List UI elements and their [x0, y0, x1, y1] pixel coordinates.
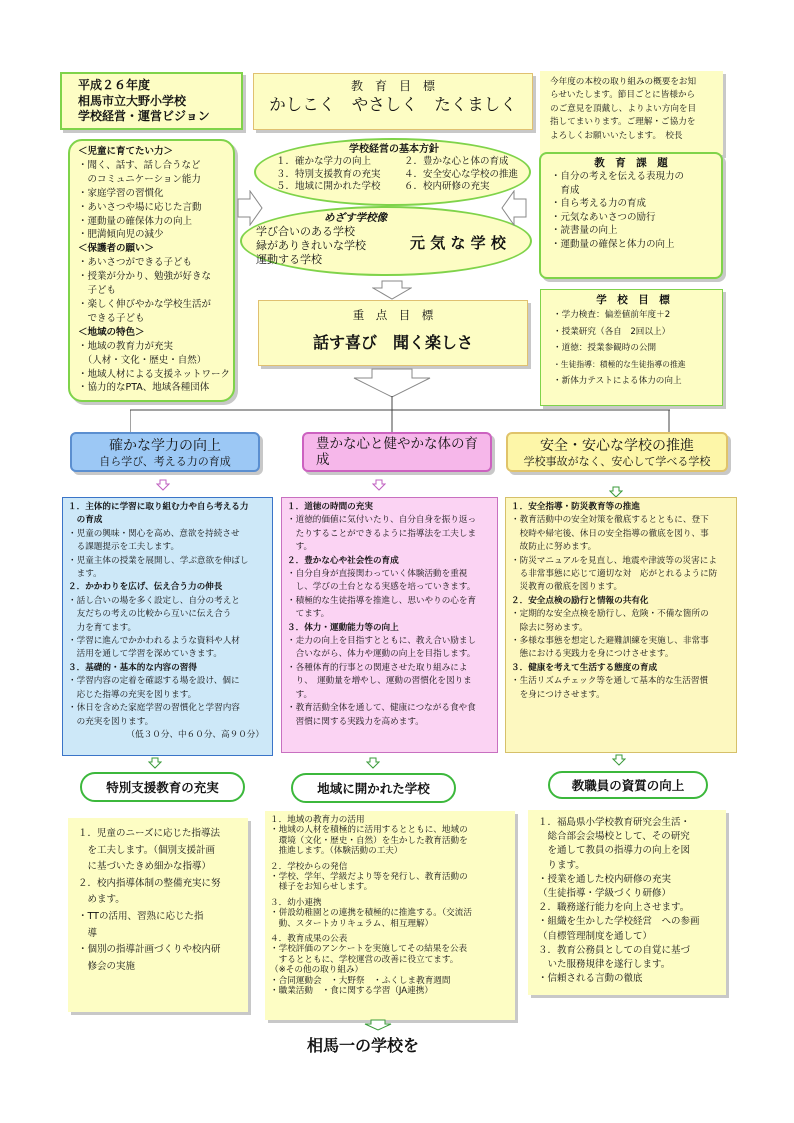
right-arrow-icon: [237, 190, 263, 226]
tag-label: 特別支援教育の充実: [106, 780, 219, 795]
vision-ellipse: [240, 206, 532, 276]
list-line: ・教育活動中の安全対策を徹底するとともに、登下: [511, 515, 709, 526]
vision-title: めざす学校像: [324, 212, 387, 224]
list-line: ・授業が分かり、勉強が好きな: [78, 271, 212, 283]
section-heading: ＜児童に育てたい力＞: [78, 146, 174, 157]
list-line: ・地域の人材を積極的に活用するとともに、地域の: [270, 825, 468, 836]
list-line: ・道徳的価値に気付いたり、自分自身を振り返っ: [287, 515, 477, 526]
section-heading: １．道徳の時間の充実: [287, 502, 373, 512]
down-arrow-icon: [612, 754, 626, 766]
section-heading: １．安全指導・防災教育等の推進: [511, 502, 640, 512]
title-line: 相馬市立大野小学校: [78, 93, 187, 108]
issue-line: ・自分の考えを伝える表現力の: [551, 171, 685, 182]
policy-title: 学校経営の基本方針: [349, 144, 439, 155]
list-line: に基づいたきめ細かな指導）: [78, 861, 212, 873]
list-line: ・地域の教育力が充実: [78, 340, 174, 352]
branch-connector: [130, 396, 670, 432]
school-goal-line: ・生徒指導：積極的な生徒指導の推進: [553, 359, 686, 369]
message-line: らせいたします。節目ごとに皆様から: [550, 90, 696, 101]
open-school-list: [270, 815, 515, 997]
left-arrow-icon: [501, 190, 527, 226]
policy-item: １．確かな学力の向上: [276, 156, 372, 167]
issues-title: 教 育 課 題: [594, 157, 668, 169]
list-line: ４．教育成果の公表: [270, 934, 348, 945]
list-line: ・各種体育的行事との関連させた取り組みによ: [287, 662, 468, 673]
list-line: の充実を図ります。: [68, 716, 154, 727]
list-line: （人材・文化・歴史・自然）: [78, 354, 207, 366]
list-line: る課題提示を工夫します。: [68, 542, 180, 553]
list-line: 修会の実施: [78, 960, 136, 972]
list-line: ・あいさつや場に応じた言動: [78, 201, 202, 213]
list-line: するとともに、学校運営の改善に役立てます。: [270, 954, 459, 965]
special-support-list: [78, 826, 248, 975]
section-heading: ２．豊かな心や社会性の育成: [287, 555, 399, 566]
special-support-detail-box: [68, 818, 248, 1012]
list-line: ・組織を生かした学校経営 への参画: [538, 916, 700, 928]
list-line: ます。: [68, 569, 102, 580]
list-line: ・学校、学年、学級だより等を発行し、教育活動の: [270, 872, 468, 883]
list-line: ・聞く、話す、話し合うなど: [78, 159, 201, 171]
list-line: できる子ども: [78, 312, 145, 324]
list-line: を身につけさせます。: [511, 689, 605, 700]
staff-quality-detail-box: [528, 810, 726, 995]
list-line: す。: [287, 542, 313, 553]
list-line: ・話し合いの場を多く設定し、自分の考えと: [68, 595, 240, 606]
pillar-heart-body: [302, 432, 492, 472]
background-needs-list: [78, 145, 233, 395]
pillar-safety: [506, 432, 728, 472]
issue-line: ・読書量の向上: [551, 225, 618, 236]
list-line: ・学校評価のアンケートを実施してその結果を公表: [270, 944, 468, 955]
pillar-subtitle: 学校事故がなく、安心して学べる学校: [523, 455, 711, 468]
section-heading: １．主体的に学習に取り組む力や自ら考える力: [68, 502, 249, 512]
list-line: 動、スタートカリキュラム、相互理解）: [270, 918, 434, 929]
school-goal-line: ・道徳：授業参観時の公開: [553, 343, 657, 353]
list-line: る非常事態に応じて適切な対 応がとれるように防: [511, 569, 718, 580]
list-line: ・個別の指導計画づくりや校内研: [78, 944, 221, 956]
list-line: 力を育てます。: [68, 622, 137, 633]
school-goals-box: [540, 289, 723, 406]
policy-item: ４．安全安心な学校の推進: [404, 168, 519, 180]
list-line: ・家庭学習の習慣化: [78, 187, 164, 199]
education-goal-label: 教 育 目 標: [350, 79, 435, 93]
down-arrow-icon: [352, 368, 432, 398]
education-goal-text: かしこく やさしく たくましく: [269, 95, 517, 114]
list-line: （生徒指導・学級づくり研修）: [538, 888, 672, 900]
principal-message-box: [540, 71, 723, 155]
list-line: ・肥満傾向児の減少: [78, 229, 164, 241]
policy-item: ３．特別支援教育の充実: [276, 168, 381, 180]
section-heading: ２．かかわりを広げ、伝え合う力の伸長: [68, 582, 223, 593]
policy-item: ２．豊かな心と体の育成: [404, 156, 509, 167]
tag-open-school: [291, 773, 456, 803]
staff-quality-list: [538, 816, 726, 986]
list-line: （低３０分、中６０分、高９０分）: [126, 729, 264, 740]
safety-detail-list: [511, 501, 736, 702]
list-line: 習慣に関する実践力を高めます。: [287, 716, 424, 727]
message-line: 今年度の本校の取り組みの概要をお知: [550, 77, 697, 87]
school-goals-title: 学 校 目 標: [596, 294, 670, 306]
focus-goal-box: [258, 300, 528, 366]
list-line: り、 運動量を増やし、運動の習慣化を図りま: [287, 676, 472, 687]
list-line: ・運動量の確保体力の向上: [78, 215, 193, 227]
title-line: 学校経営・運営ビジョン: [78, 109, 210, 123]
down-arrow-icon: [364, 1019, 392, 1031]
list-line: 災教育の徹底を図ります。: [511, 582, 623, 593]
list-line: ・学習内容の定着を確認する場を設け、個に: [68, 676, 240, 687]
list-line: 活用を通して学習を深めていきます。: [68, 649, 223, 660]
title-line: 平成２６年度: [78, 78, 151, 92]
safety-detail-box: [505, 497, 737, 753]
pillar-subtitle: 自ら学び、考える力の育成: [99, 455, 231, 468]
academic-detail-box: [62, 497, 273, 756]
list-line: ・生活リズムチェック等を通して基本的な生活習慣: [511, 676, 709, 687]
pillar-title: 安全・安心な学校の推進: [540, 438, 694, 454]
list-line: ・楽しく伸びやかな学校生活が: [78, 298, 212, 310]
school-goal-line: ・学力検査：偏差値前年度＋2: [553, 310, 671, 320]
list-line: 合いながら、体力や運動の向上を目指します。: [287, 649, 476, 660]
message-line: 指してまいります。ご理解・ご協力を: [550, 117, 696, 128]
list-line: 総合部会会場校として、その研究: [538, 831, 690, 843]
academic-detail-list: [68, 501, 272, 742]
list-line: 環境（文化・歴史・自然）を生かした教育活動を: [270, 835, 468, 846]
section-heading: の育成: [68, 515, 103, 526]
list-line: ・教育活動全体を通して、健康につながる食や食: [287, 703, 476, 714]
list-line: 除去に努めます。: [511, 622, 588, 633]
issue-line: ・運動量の確保と体力の向上: [551, 238, 675, 250]
section-heading: ＜地域の特色＞: [78, 326, 145, 338]
focus-goal-label: 重 点 目 標: [352, 308, 434, 322]
school-title-box: [60, 72, 243, 130]
list-line: １．児童のニーズに応じた指導法: [78, 828, 221, 839]
list-line: ・学習に進んでかかわれるような資料や人材: [68, 636, 240, 647]
section-heading: ３．健康を考えて生活する態度の育成: [511, 662, 658, 673]
list-line: ２．学校からの発信: [270, 861, 348, 872]
list-line: （自標管理制度を通して）: [538, 930, 653, 942]
list-line: ２．校内指導体制の整備充実に努: [78, 877, 221, 889]
list-line: す。: [287, 689, 313, 700]
list-line: ・あいさつができる子ども: [78, 257, 193, 269]
list-line: ・防災マニュアルを見直し、地震や津波等の災害によ: [511, 555, 717, 566]
list-line: 態における実践力を身につけさせます。: [511, 649, 674, 660]
tag-label: 地域に開かれた学校: [317, 781, 430, 796]
section-heading: ３．基礎的・基本的な内容の習得: [68, 662, 197, 673]
list-line: たりすることができるように指導法を工夫しま: [287, 528, 477, 539]
pillar-title: 豊かな心と健やかな体の育成: [316, 436, 478, 468]
list-line: ・合同運動会 ・大野祭 ・ふくしま教育週間: [270, 975, 451, 986]
message-line: のご意見を頂戴し、よりよい方向を目: [550, 103, 697, 114]
list-line: 故防止に努めます。: [511, 542, 597, 553]
list-line: ・積極的な生徒指導を推進し、思いやりの心を育: [287, 595, 477, 606]
list-line: ・TTの活用、習熟に応じた指: [78, 910, 204, 922]
background-needs-panel: [68, 139, 235, 402]
issue-line: 育成: [551, 184, 580, 196]
pillar-title: 確かな学力の向上: [109, 438, 221, 454]
list-line: ・休日を含めた家庭学習の習慣化と学習内容: [68, 703, 240, 714]
vision-line: 運動する学校: [256, 253, 322, 266]
list-line: を通して教員の指導力の向上を図: [538, 845, 691, 857]
message-line: よろしくお願いいたします。 校長: [550, 130, 683, 141]
list-line: めます。: [78, 894, 125, 906]
down-arrow-icon: [372, 280, 412, 300]
list-line: ・授業を通した校内研修の充実: [538, 873, 672, 885]
pillar-academic: [70, 432, 260, 472]
list-line: ・併設幼稚園との連携を積極的に推進する。（交流活: [270, 908, 472, 919]
list-line: 推進します。（体験活動の工夫）: [270, 846, 403, 857]
tag-label: 教職員の資質の向上: [571, 778, 685, 793]
list-line: ・走力の向上を目指すとともに、教え合い励まし: [287, 636, 477, 647]
list-line: 導: [78, 927, 98, 939]
school-goal-line: ・新体力テストによる体力の向上: [553, 376, 682, 386]
list-line: 友だちの考えの比較から互いに伝え合う: [68, 609, 232, 620]
list-line: ３．幼小連携: [270, 897, 322, 908]
heart-body-detail-list: [287, 501, 497, 729]
list-line: １．地域の教育力の活用: [270, 815, 365, 825]
tag-special-support: [80, 772, 245, 802]
heart-body-detail-box: [281, 497, 498, 753]
section-heading: ３．体力・運動能力等の向上: [287, 622, 399, 633]
school-goal-line: ・授業研究（各自 2回以上）: [553, 326, 671, 337]
down-arrow-icon: [366, 757, 380, 769]
list-line: ・児童主体の授業を展開し、学ぶ意欲を伸ばし: [68, 555, 249, 566]
list-line: ります。: [538, 859, 585, 871]
list-line: ・協力的なPTA、地域各種団体: [78, 382, 210, 394]
list-line: ・自分自身が直接関わっていく体験活動を重視: [287, 569, 468, 580]
policy-item: ６．校内研修の充実: [404, 181, 490, 193]
list-line: ・信頼される言動の徹底: [538, 973, 643, 985]
issue-line: ・元気なあいさつの励行: [551, 211, 656, 223]
footer-slogan: 相馬一の学校を: [307, 1036, 420, 1055]
list-line: 子ども: [78, 285, 117, 297]
policy-ellipse: [254, 138, 531, 206]
list-line: し、学びの土台となる実感を培っていきます。: [287, 582, 476, 593]
list-line: ・児童の興味・関心を高め、意欲を持続させ: [68, 528, 240, 539]
list-line: 様子をお知らせします。: [270, 882, 373, 893]
issue-line: ・自ら考える力の育成: [551, 198, 647, 209]
section-heading: ＜保護者の願い＞: [78, 243, 155, 255]
education-goal-box: [253, 73, 533, 130]
vision-slogan: 元 気 な 学 校: [410, 234, 506, 252]
list-line: ３．教育公務員としての自覚に基づ: [538, 944, 691, 956]
list-line: ・多様な事態を想定した避難訓練を実施し、非常事: [511, 636, 709, 647]
list-line: ・定期的な安全点検を励行し、危険・不備な箇所の: [511, 609, 709, 620]
list-line: のコミュニケーション能力: [78, 173, 201, 185]
tag-staff-quality: [548, 771, 708, 799]
list-line: （※その他の取り組み）: [270, 965, 364, 976]
list-line: 校時や帰宅後、休日の安全指導の徹底を図り、事: [511, 528, 709, 539]
policy-item: ５．地域に開かれた学校: [276, 181, 381, 193]
vision-line: 学び合いのある学校: [256, 225, 355, 238]
list-line: ・地域人材による支援ネットワーク: [78, 368, 231, 380]
list-line: １．福島県小学校教育研究会生活・: [538, 817, 691, 828]
list-line: いた服務規律を遂行します。: [538, 959, 671, 971]
vision-line: 緑がありきれいな学校: [256, 239, 366, 252]
down-arrow-icon: [372, 479, 386, 491]
list-line: ・職業活動 ・食に関する学習（JA連携）: [270, 986, 433, 997]
list-line: ２．職務遂行能力を向上させます。: [538, 902, 690, 914]
section-heading: ２．安全点検の励行と情報の共有化: [511, 595, 649, 606]
open-school-detail-box: [265, 811, 515, 1020]
educational-issues-box: [539, 152, 723, 279]
down-arrow-icon: [156, 479, 170, 491]
list-line: 応じた指導の充実を図ります。: [68, 689, 197, 700]
list-line: てます。: [287, 609, 330, 620]
down-arrow-icon: [148, 757, 162, 769]
focus-goal-text: 話す喜び 聞く楽しさ: [312, 333, 473, 352]
list-line: を工夫します。（個別支援計画: [78, 844, 215, 856]
